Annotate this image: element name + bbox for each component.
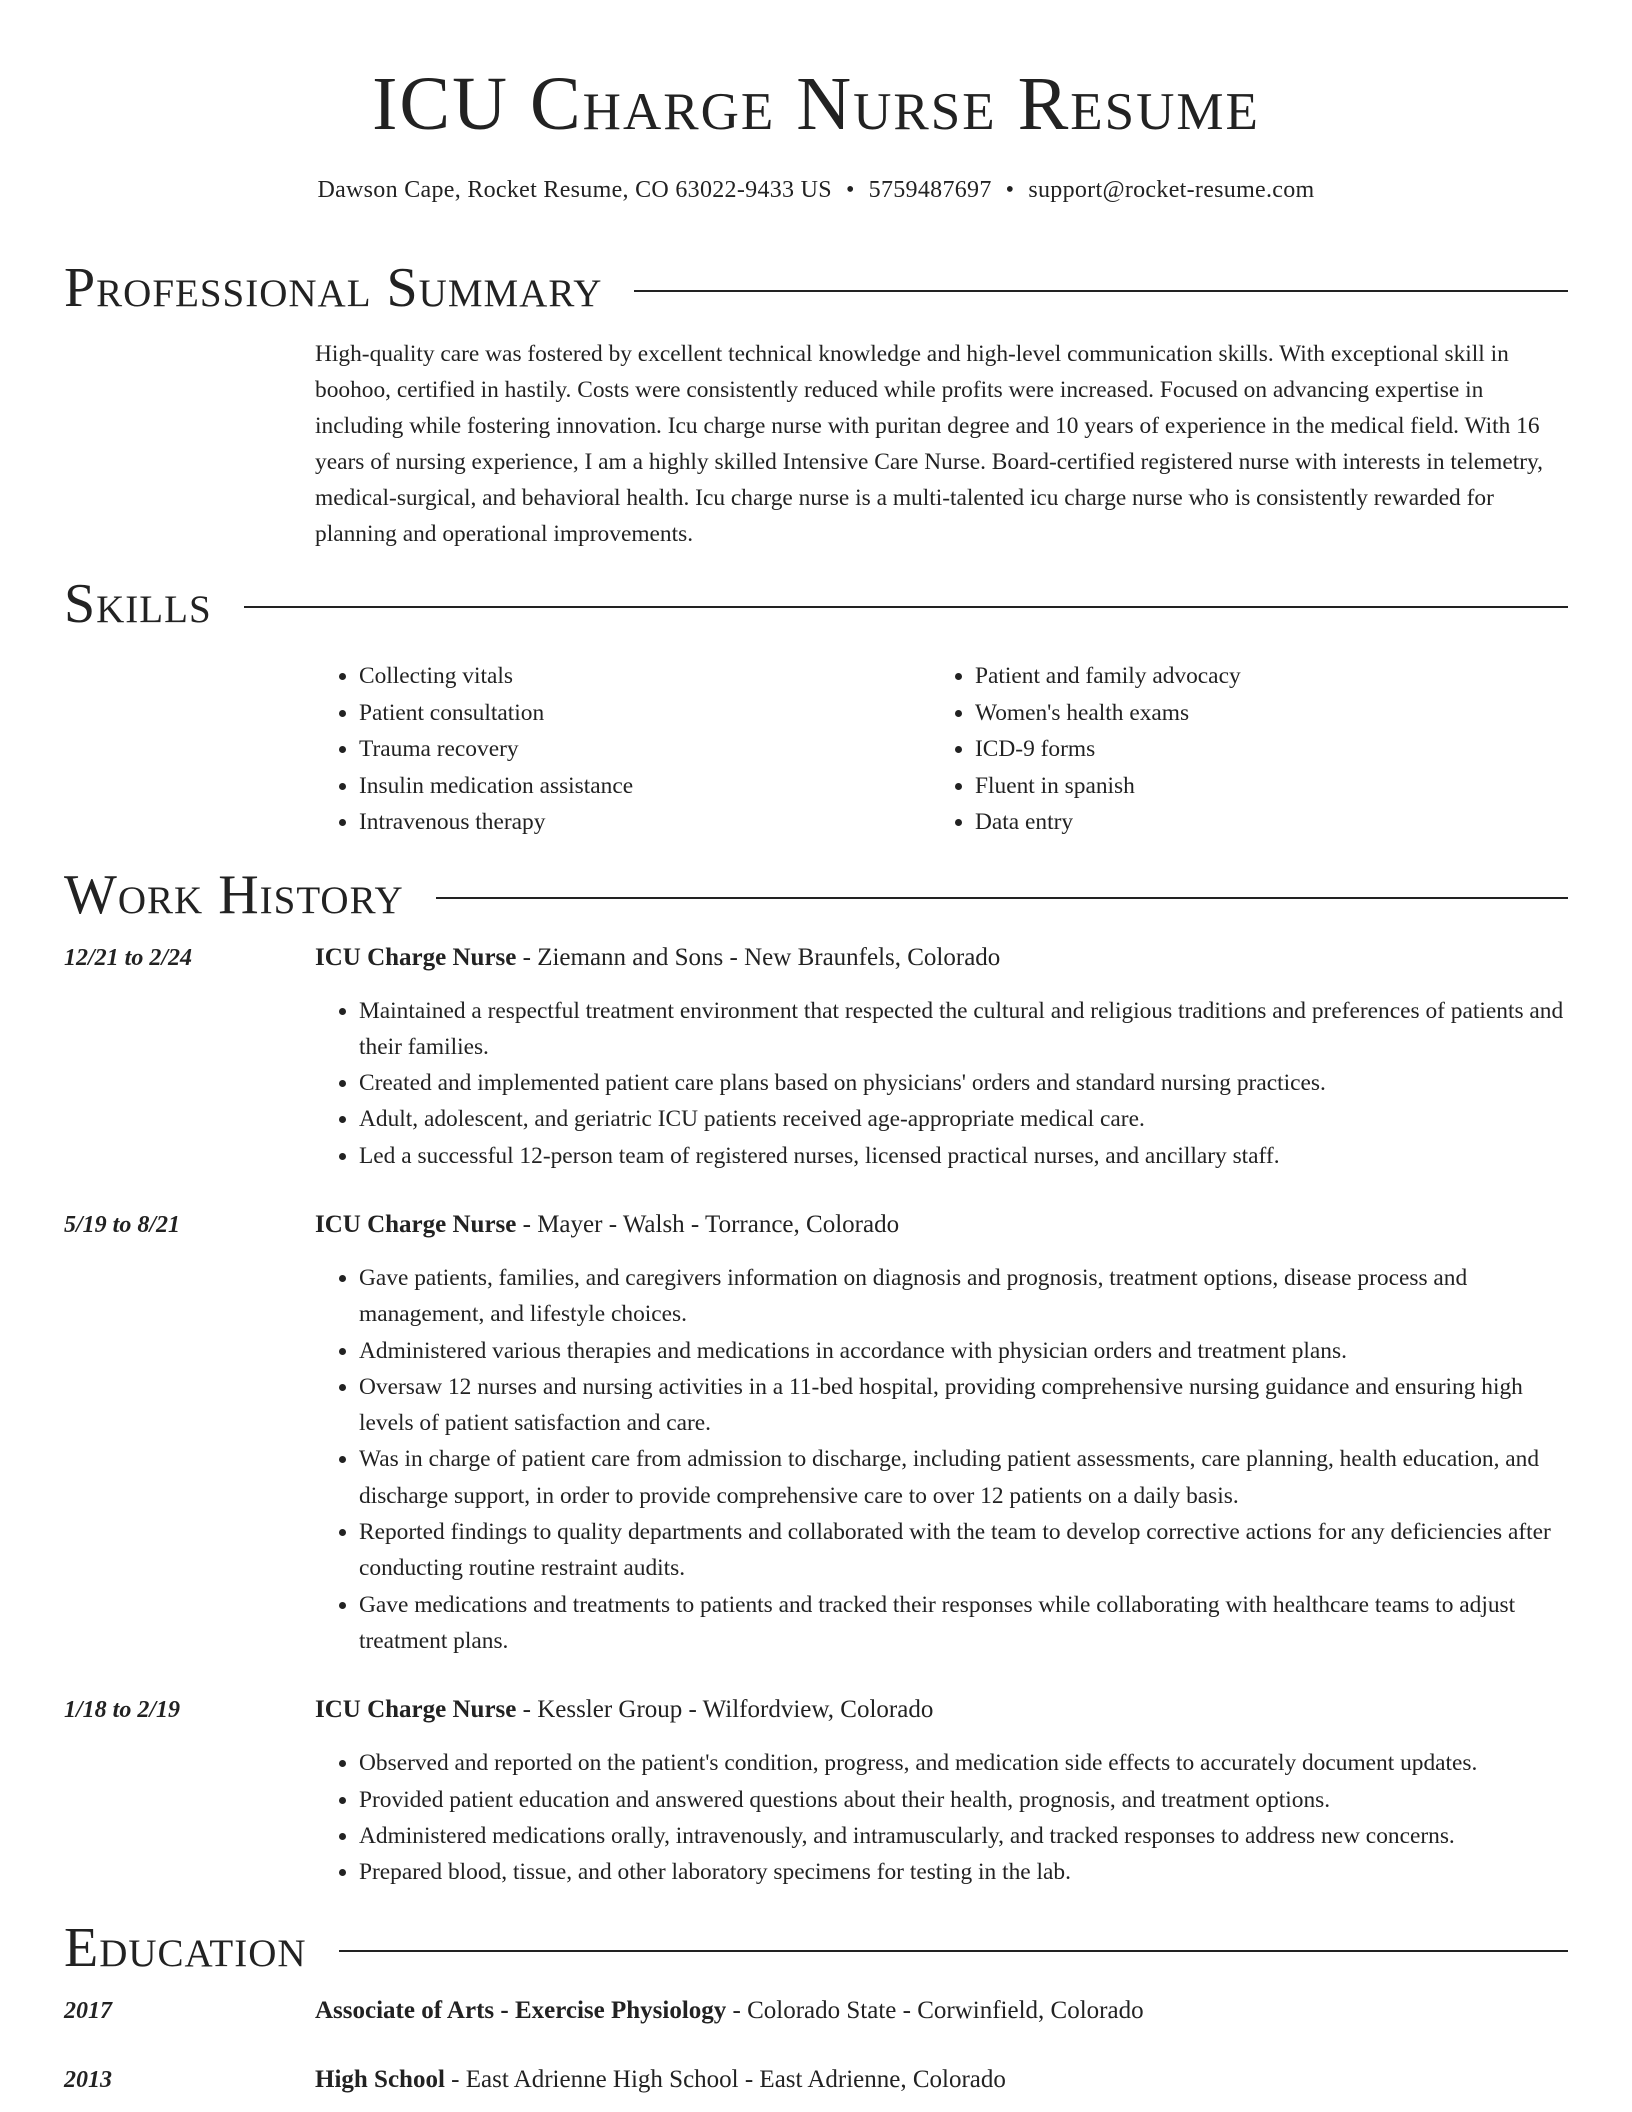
skills-column-left: [315, 658, 931, 841]
education-section-header: [64, 1914, 1568, 1982]
job-bullet: • Adult, adolescent, and geriatric ICU patients received age-appropriate medical care.: [359, 1101, 1568, 1137]
education-details: [315, 2065, 1006, 2095]
work-heading: Work History: [64, 863, 404, 926]
skill-item: • ICD-9 forms: [975, 731, 1547, 768]
job-title: ICU Charge Nurse: [315, 1210, 517, 1238]
education-degree: Associate of Arts - Exercise Physiology: [315, 1997, 727, 2025]
resume-page: [64, 0, 1568, 2095]
education-year: 2017: [64, 1998, 112, 2025]
skill-item: • Trauma recovery: [359, 731, 931, 768]
skill-item: • Insulin medication assistance: [359, 768, 931, 805]
contact-email: support@rocket-resume.com: [1028, 177, 1315, 203]
job-bullet: • Prepared blood, tissue, and other laboratory specimens for testing in the lab.: [359, 1854, 1568, 1890]
section-divider: [339, 1950, 1568, 1952]
job-bullet: • Led a successful 12-person team of registered nurses, licensed practical nurses, and ancillary staff.: [359, 1138, 1568, 1174]
skills-heading: Skills: [64, 573, 212, 635]
contact-separator: •: [1005, 177, 1015, 203]
skill-item: • Data entry: [975, 804, 1547, 841]
section-divider: [244, 606, 1568, 608]
job-bullet: • Administered medications orally, intravenously, and intramuscularly, and tracked responses to address new concerns.: [359, 1818, 1568, 1854]
skills-column-right: [931, 658, 1547, 841]
job-header: [315, 1695, 1568, 1725]
job-bullet: • Administered various therapies and medications in accordance with physician orders and treatment plans.: [359, 1333, 1568, 1369]
job-bullet: • Observed and reported on the patient's condition, progress, and medication side effects to accurately document updates.: [359, 1745, 1568, 1781]
job-company: - Mayer - Walsh - Torrance, Colorado: [516, 1210, 900, 1238]
skill-item: • Collecting vitals: [359, 658, 931, 695]
skill-item: • Patient consultation: [359, 695, 931, 732]
job-bullets: [315, 1260, 1568, 1659]
education-details: [315, 1996, 1144, 2026]
skill-item: • Patient and family advocacy: [975, 658, 1547, 695]
skill-item: • Women's health exams: [975, 695, 1547, 732]
job-company: - Kessler Group - Wilfordview, Colorado: [516, 1696, 934, 1724]
job-company: - Ziemann and Sons - New Braunfels, Colorado: [516, 943, 1001, 971]
skills-list: [315, 658, 1568, 841]
job-bullet: • Maintained a respectful treatment environment that respected the cultural and religious traditions and preferences of patients and their families.: [359, 993, 1568, 1066]
job-bullet: • Gave patients, families, and caregivers information on diagnosis and prognosis, treatment options, disease process and management, and lifestyle choices.: [359, 1260, 1568, 1333]
contact-phone: 5759487697: [868, 177, 992, 203]
education-school: - Colorado State - Corwinfield, Colorado: [726, 1997, 1144, 2025]
education-entry: [64, 2065, 1568, 2095]
job-title: ICU Charge Nurse: [315, 1696, 517, 1724]
skill-item: • Fluent in spanish: [975, 768, 1547, 805]
contact-address: Dawson Cape, Rocket Resume, CO 63022-9433 US: [317, 177, 832, 203]
job-entry: [64, 1210, 1568, 1659]
work-section-header: [64, 861, 1568, 929]
education-entry: [64, 1996, 1568, 2026]
education-school: - East Adrienne High School - East Adrienne, Colorado: [444, 2066, 1006, 2094]
job-dates: 1/18 to 2/19: [64, 1697, 181, 1724]
job-bullet: • Reported findings to quality departments and collaborated with the team to develop corrective actions for any deficiencies after conducting routine restraint audits.: [359, 1514, 1568, 1587]
resume-title: ICU Charge Nurse Resume: [372, 62, 1260, 146]
job-dates: 12/21 to 2/24: [64, 944, 193, 971]
job-dates: 5/19 to 8/21: [64, 1211, 181, 1238]
job-header: [315, 1210, 1568, 1240]
job-bullet: • Gave medications and treatments to patients and tracked their responses while collaborating with healthcare teams to adjust treatment plans.: [359, 1587, 1568, 1660]
job-entry: [64, 943, 1568, 1174]
contact-separator: •: [845, 177, 855, 203]
education-year: 2013: [64, 2067, 112, 2094]
job-title: ICU Charge Nurse: [315, 943, 517, 971]
summary-text: High-quality care was fostered by excellent technical knowledge and high-level communication skills. With exceptional skill in boohoo, certified in hastily. Costs were consistently reduced while profits were increased. Focused on advancing expertise in including while fostering innovation. Icu charge nurse with puritan degree and 10 years of experience in the medical field. With 16 years of nursing experience, I am a highly skilled Intensive Care Nurse. Board-certified registered nurse with interests in telemetry, medical-surgical, and behavioral health. Icu charge nurse is a multi-talented icu charge nurse who is consistently rewarded for planning and operational improvements.: [315, 341, 1544, 547]
section-divider: [634, 290, 1568, 292]
education-degree: High School: [315, 2066, 445, 2094]
section-divider: [436, 897, 1568, 899]
job-bullet: • Oversaw 12 nurses and nursing activities in a 11-bed hospital, providing comprehensive nursing guidance and ensuring high levels of patient satisfaction and care.: [359, 1369, 1568, 1442]
job-bullets: [315, 993, 1568, 1174]
job-bullets: [315, 1745, 1568, 1890]
job-header: [315, 943, 1568, 973]
skills-section-header: [64, 570, 1568, 638]
summary-heading: Professional Summary: [64, 257, 603, 319]
job-bullet: • Provided patient education and answered questions about their health, prognosis, and treatment options.: [359, 1782, 1568, 1818]
contact-line: [64, 174, 1568, 206]
job-entry: [64, 1695, 1568, 1890]
education-heading: Education: [64, 1917, 307, 1980]
skill-item: • Intravenous therapy: [359, 804, 931, 841]
job-bullet: • Created and implemented patient care plans based on physicians' orders and standard nursing practices.: [359, 1065, 1568, 1101]
job-bullet: • Was in charge of patient care from admission to discharge, including patient assessments, care planning, health education, and discharge support, in order to provide comprehensive care to over 12 patients on a daily basis.: [359, 1441, 1568, 1514]
summary-section-header: [64, 254, 1568, 322]
